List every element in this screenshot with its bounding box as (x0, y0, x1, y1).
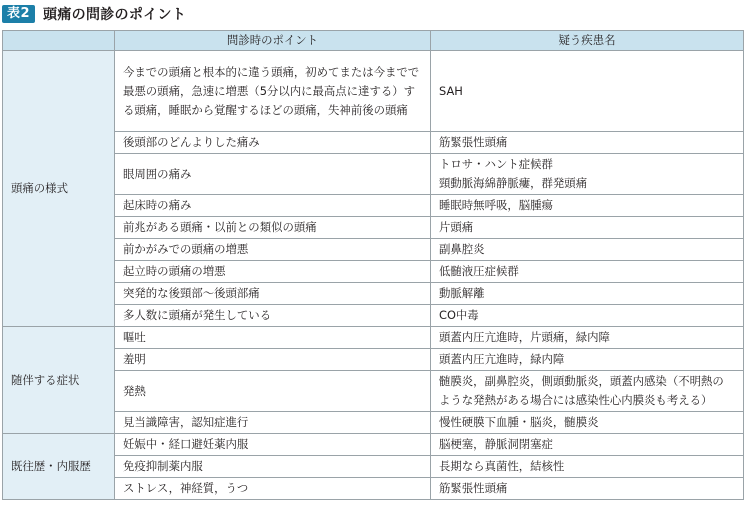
table-row (3, 349, 744, 371)
point-cell: 今までの頭痛と根本的に違う頭痛，初めてまたは今までで最悪の頭痛，急速に増悪（5分以内に最高点に達する）する頭痛，睡眠から覚醒するほどの頭痛，失神前後の頭痛 (115, 51, 431, 132)
headache-interview-table (2, 30, 744, 500)
table-caption (2, 3, 186, 25)
table-row (3, 305, 744, 327)
point-cell: 前兆がある頭痛・以前との類似の頭痛 (115, 217, 431, 239)
table-row (3, 371, 744, 412)
disease-cell: 低髄液圧症候群 (431, 261, 744, 283)
header-point: 問診時のポイント (115, 31, 431, 51)
table-row (3, 154, 744, 195)
point-cell: 羞明 (115, 349, 431, 371)
point-cell: 起床時の痛み (115, 195, 431, 217)
table-number-badge: 表2 (2, 5, 35, 23)
disease-cell: 筋緊張性頭痛 (431, 478, 744, 500)
table-title: 頭痛の問診のポイント (43, 7, 187, 23)
point-cell: 嘔吐 (115, 327, 431, 349)
point-cell: 妊娠中・経口避妊薬内服 (115, 434, 431, 456)
point-cell: 多人数に頭痛が発生している (115, 305, 431, 327)
point-cell: 前かがみでの頭痛の増悪 (115, 239, 431, 261)
point-cell: 眼周囲の痛み (115, 154, 431, 195)
point-cell: 後頭部のどんよりした痛み (115, 132, 431, 154)
table-row (3, 283, 744, 305)
table-row (3, 434, 744, 456)
table-row (3, 195, 744, 217)
disease-cell: 長期なら真菌性，結核性 (431, 456, 744, 478)
disease-cell: 慢性硬膜下血腫・脳炎，髄膜炎 (431, 412, 744, 434)
point-cell: 起立時の頭痛の増悪 (115, 261, 431, 283)
header-category (3, 31, 115, 51)
disease-cell: SAH (431, 51, 744, 132)
point-cell: 突発的な後頸部〜後頭部痛 (115, 283, 431, 305)
disease-cell: 髄膜炎，副鼻腔炎，側頭動脈炎，頭蓋内感染（不明熱のような発熱がある場合には感染性心内膜炎も考える） (431, 371, 744, 412)
table-row (3, 261, 744, 283)
header-disease: 疑う疾患名 (431, 31, 744, 51)
point-cell: ストレス，神経質，うつ (115, 478, 431, 500)
table-row (3, 327, 744, 349)
disease-cell: 頭蓋内圧亢進時，片頭痛，緑内障 (431, 327, 744, 349)
disease-cell: トロサ・ハント症候群 頸動脈海綿静脈瘻，群発頭痛 (431, 154, 744, 195)
table-row (3, 478, 744, 500)
table-header-row (3, 31, 744, 51)
table-row (3, 217, 744, 239)
point-cell: 見当識障害，認知症進行 (115, 412, 431, 434)
disease-cell: 脳梗塞，静脈洞閉塞症 (431, 434, 744, 456)
table-row (3, 239, 744, 261)
table-row (3, 51, 744, 132)
category-cell: 随伴する症状 (3, 327, 115, 434)
table-row (3, 412, 744, 434)
disease-cell: CO中毒 (431, 305, 744, 327)
disease-cell: 副鼻腔炎 (431, 239, 744, 261)
point-cell: 免疫抑制薬内服 (115, 456, 431, 478)
table-row (3, 132, 744, 154)
disease-cell: 睡眠時無呼吸，脳腫瘍 (431, 195, 744, 217)
disease-cell: 頭蓋内圧亢進時，緑内障 (431, 349, 744, 371)
disease-cell: 動脈解離 (431, 283, 744, 305)
point-cell: 発熱 (115, 371, 431, 412)
category-cell: 頭痛の様式 (3, 51, 115, 327)
disease-cell: 片頭痛 (431, 217, 744, 239)
category-cell: 既往歴・内服歴 (3, 434, 115, 500)
disease-cell: 筋緊張性頭痛 (431, 132, 744, 154)
table-row (3, 456, 744, 478)
